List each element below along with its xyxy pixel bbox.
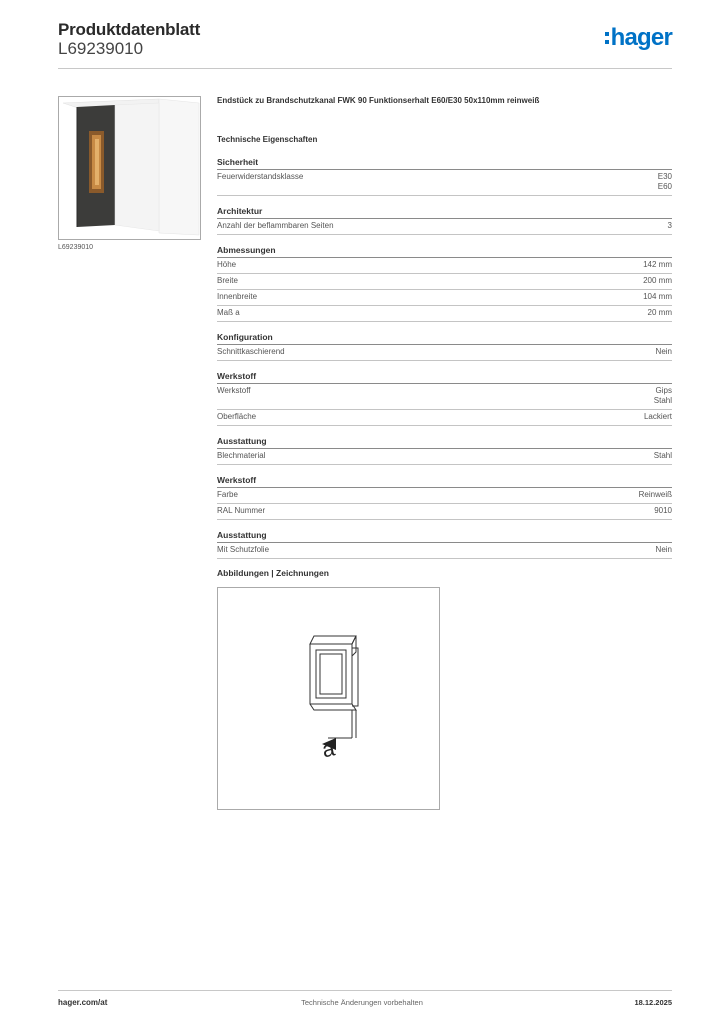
- property-value: Reinweiß: [638, 490, 672, 499]
- property-label: Maß a: [217, 308, 240, 317]
- dimension-label-a: a: [319, 735, 337, 763]
- fire-protection-end-piece-photo: [59, 97, 201, 240]
- property-row: [217, 170, 672, 196]
- property-group: [217, 332, 672, 361]
- hager-logo: [605, 26, 672, 50]
- property-group-title: Ausstattung: [217, 530, 672, 543]
- footer-divider: [58, 990, 672, 991]
- property-value: Lackiert: [643, 412, 672, 421]
- property-group: [217, 157, 672, 196]
- property-row: [217, 410, 672, 426]
- property-label: Breite: [217, 276, 238, 285]
- property-label: Feuerwiderstandsklasse: [217, 172, 304, 181]
- property-label: Anzahl der beflammbaren Seiten: [217, 221, 334, 230]
- property-group-title: Werkstoff: [217, 475, 672, 488]
- logo-dots-icon: [605, 32, 609, 44]
- property-label: Mit Schutzfolie: [217, 545, 270, 554]
- property-label: Blechmaterial: [217, 451, 266, 460]
- property-group: [217, 530, 672, 559]
- property-group-title: Sicherheit: [217, 157, 672, 170]
- property-value: 9010: [654, 506, 672, 515]
- property-groups: [217, 157, 672, 559]
- end-piece-dimension-drawing: [218, 588, 441, 811]
- article-number: L69239010: [58, 39, 144, 58]
- logo-text: hager: [610, 24, 672, 51]
- technical-properties-heading: Technische Eigenschaften: [217, 135, 318, 144]
- property-value: Stahl: [653, 451, 672, 460]
- property-group-title: Architektur: [217, 206, 672, 219]
- property-row: [217, 219, 672, 235]
- property-row: [217, 258, 672, 274]
- property-group-title: Abmessungen: [217, 245, 672, 258]
- property-row: [217, 274, 672, 290]
- property-value: Nein: [655, 347, 672, 356]
- property-row: [217, 488, 672, 504]
- property-group: [217, 206, 672, 235]
- property-row: [217, 290, 672, 306]
- property-value: 200 mm: [643, 276, 672, 285]
- property-row: [217, 504, 672, 520]
- property-group: [217, 245, 672, 322]
- property-row: [217, 345, 672, 361]
- property-value: Nein: [655, 545, 672, 554]
- property-group: [217, 371, 672, 426]
- property-group: [217, 475, 672, 520]
- property-row: [217, 543, 672, 559]
- property-value: 20 mm: [647, 308, 672, 317]
- property-row: [217, 449, 672, 465]
- property-label: Schnittkaschierend: [217, 347, 285, 356]
- property-group-title: Ausstattung: [217, 436, 672, 449]
- header-divider: [58, 68, 672, 69]
- property-group: [217, 436, 672, 465]
- footer-note: Technische Änderungen vorbehalten: [301, 998, 423, 1007]
- page-title: Produktdatenblatt: [58, 20, 201, 39]
- property-label: Höhe: [217, 260, 237, 269]
- footer-date: 18.12.2025: [634, 998, 672, 1007]
- footer-website-link[interactable]: hager.com/at: [58, 998, 108, 1007]
- property-group-title: Konfiguration: [217, 332, 672, 345]
- property-label: RAL Nummer: [217, 506, 266, 515]
- property-value: E30 E60: [657, 172, 672, 191]
- property-row: [217, 384, 672, 410]
- property-label: Farbe: [217, 490, 238, 499]
- product-details: [217, 96, 672, 569]
- product-image: [58, 96, 201, 240]
- property-label: Innenbreite: [217, 292, 258, 301]
- property-value: 104 mm: [643, 292, 672, 301]
- technical-drawing: [217, 587, 440, 810]
- product-image-caption: L69239010: [58, 244, 94, 251]
- property-label: Werkstoff: [217, 386, 251, 395]
- property-value: 142 mm: [643, 260, 672, 269]
- property-group-title: Werkstoff: [217, 371, 672, 384]
- property-label: Oberfläche: [217, 412, 257, 421]
- property-row: [217, 306, 672, 322]
- product-description: Endstück zu Brandschutzkanal FWK 90 Funktionserhalt E60/E30 50x110mm reinweiß: [217, 96, 540, 105]
- property-value: Gips Stahl: [653, 386, 672, 405]
- drawings-heading: Abbildungen | Zeichnungen: [217, 568, 329, 578]
- property-value: 3: [667, 221, 672, 230]
